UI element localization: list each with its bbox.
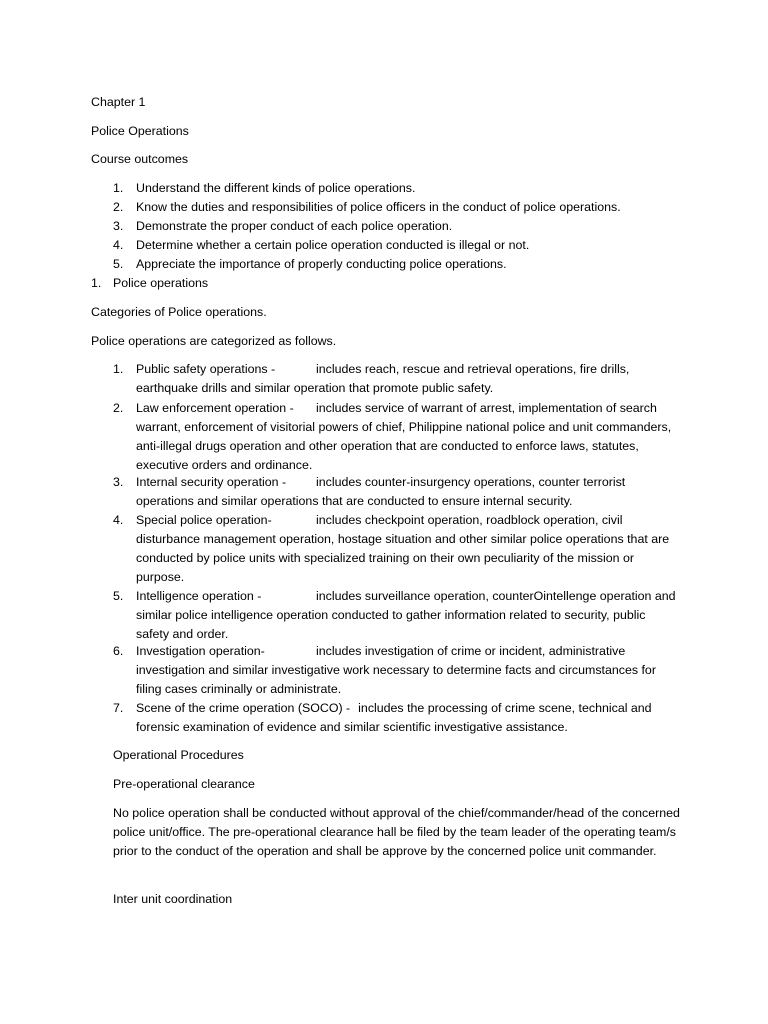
categories-heading: Categories of Police operations. [91,305,267,319]
category-label: Public safety operations - [136,362,276,376]
operational-procedures-heading: Operational Procedures [113,748,244,762]
category-text [136,511,681,587]
pre-operational-heading: Pre-operational clearance [113,777,255,791]
list-text: Appreciate the importance of properly conducting police operations. [136,257,507,271]
list-number: 1. [113,362,124,376]
category-text [136,587,681,644]
category-text [136,699,681,737]
chapter-label: Chapter 1 [91,95,146,109]
list-number: 1. [113,181,124,195]
list-number: 3. [113,219,124,233]
list-text: Demonstrate the proper conduct of each police operation. [136,219,453,233]
category-label: Internal security operation - [136,475,287,489]
list-number: 6. [113,644,124,658]
list-text: Know the duties and responsibilities of police officers in the conduct of police operations. [136,200,621,214]
section-title: Police operations [113,276,209,290]
category-description: includes surveillance operation, counterOintellenge operation and similar police intelligence operation conducted to gather information related to security, public safety and order. [136,589,676,641]
inter-unit-heading: Inter unit coordination [113,892,233,906]
category-label: Intelligence operation - [136,589,262,603]
list-text: Understand the different kinds of police operations. [136,181,416,195]
course-outcomes-heading: Course outcomes [91,152,189,166]
list-number: 5. [113,589,124,603]
list-number: 7. [113,701,124,715]
category-description: includes checkpoint operation, roadblock operation, civil disturbance management operation, hostage situation and other similar police operations that are conducted by police units with specialized training on their own peculiarity of the mission or purpose. [136,513,670,584]
pre-operational-paragraph: No police operation shall be conducted without approval of the chief/commander/head of the concerned police unit/office. The pre-operational clearance hall be filed by the team leader of the operating team/s prior to the conduct of the operation and shall be approve by the concerned police unit commander. [113,806,680,858]
list-number: 3. [113,475,124,489]
category-description: includes reach, rescue and retrieval operations, fire drills, earthquake drills and similar operation that promote public safety. [136,362,630,395]
category-text [136,473,681,511]
category-label: Investigation operation- [136,644,265,658]
category-description: includes investigation of crime or incident, administrative investigation and similar investigative work necessary to determine facts and circumstances for filing cases criminally or administrate. [136,644,656,696]
category-text [136,642,681,699]
category-description: includes the processing of crime scene, technical and forensic examination of evidence and similar scientific investigative assistance. [136,701,652,734]
chapter-title: Police Operations [91,124,189,138]
category-text [136,360,681,398]
category-description: includes service of warrant of arrest, implementation of search warrant, enforcement of visitorial powers of chief, Philippine national police and unit commanders, anti-illegal drugs operation and other operation that are conducted to enforce laws, statutes, executive orders and ordinance. [136,401,672,472]
category-label: Law enforcement operation - [136,401,294,415]
list-number: 5. [113,257,124,271]
category-label: Special police operation- [136,513,272,527]
categorized-intro: Police operations are categorized as follows. [91,334,337,348]
list-number: 2. [113,401,124,415]
list-text: Determine whether a certain police operation conducted is illegal or not. [136,238,530,252]
category-description: includes counter-insurgency operations, counter terrorist operations and similar operations that are conducted to ensure internal security. [136,475,626,508]
category-text [136,399,681,475]
list-number: 4. [113,513,124,527]
category-label: Scene of the crime operation (SOCO) - [136,701,351,715]
section-number: 1. [91,276,102,290]
list-number: 2. [113,200,124,214]
list-number: 4. [113,238,124,252]
